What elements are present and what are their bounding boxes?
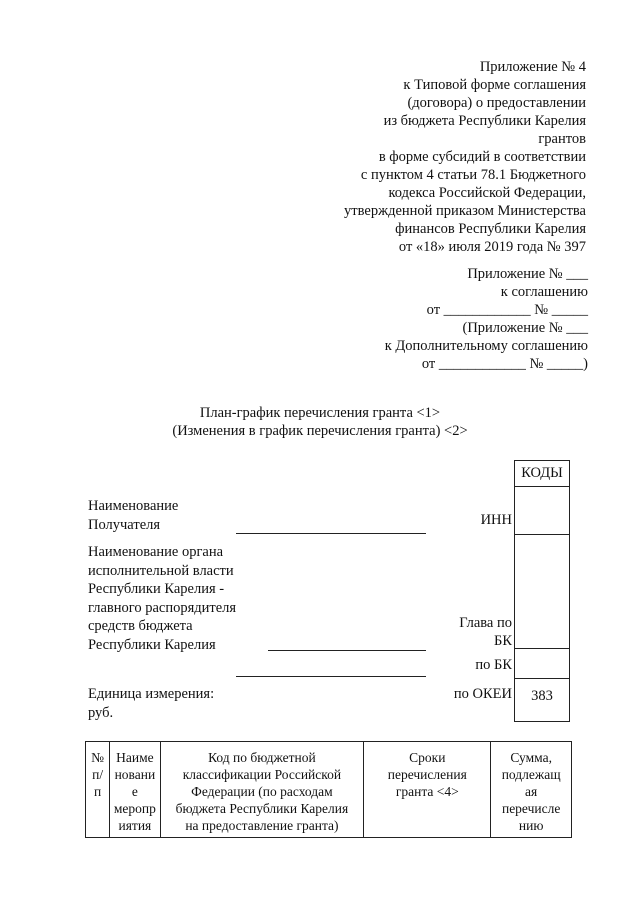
authority-label-line: Республики Карелия - <box>88 581 225 597</box>
appendix-line: финансов Республики Карелия <box>395 221 586 237</box>
header-col-amount <box>491 742 572 838</box>
appendix-line: в форме субсидий в соответствии <box>378 149 586 165</box>
appendix-line: из бюджета Республики Карелия <box>383 113 586 129</box>
header-col-terms <box>364 742 491 838</box>
unit-label-line: Единица измерения: <box>88 686 215 702</box>
authority-name-line-2[interactable] <box>236 676 426 677</box>
agreement-ref-line: к соглашению <box>500 284 588 300</box>
header-text: на предоставление гранта) <box>185 818 339 833</box>
header-col-activity <box>110 742 160 838</box>
header-text: Сроки <box>409 750 446 765</box>
header-text: Федерации (по расходам <box>191 784 333 799</box>
header-text: п/ <box>92 767 104 782</box>
authority-label-line: Республики Карелия <box>88 636 216 653</box>
codes-column <box>514 460 570 722</box>
header-text: новани <box>114 767 156 782</box>
agreement-reference <box>385 265 588 373</box>
header-text: подлежащ <box>501 767 561 782</box>
header-col-number <box>86 742 110 838</box>
header-text: классификации Российской <box>182 767 342 782</box>
title-line-2: (Изменения в график перечисления гранта) <2> <box>172 423 468 439</box>
unit-label <box>88 685 214 722</box>
inn-code-cell[interactable] <box>515 487 569 535</box>
agreement-ref-line: от ____________ № _____ <box>426 302 588 318</box>
payment-schedule-table <box>85 741 572 838</box>
appendix-line: утвержденной приказом Министерства <box>344 203 586 219</box>
header-text: гранта <4> <box>395 784 459 799</box>
glava-bk-code-cell[interactable] <box>515 535 569 649</box>
header-text: перечисле <box>501 801 561 816</box>
header-text: нию <box>518 818 544 833</box>
codes-header: КОДЫ <box>515 461 569 487</box>
title-line-1: План-график перечисления гранта <1> <box>199 405 441 421</box>
authority-label-line: средств бюджета <box>88 618 193 634</box>
header-text: Сумма, <box>510 750 552 765</box>
inn-label: ИНН <box>480 512 512 528</box>
glava-bk-label-line: БК <box>494 633 512 649</box>
header-text: п <box>93 784 102 799</box>
authority-label-line: главного распорядителя <box>88 599 237 616</box>
agreement-ref-line: от ____________ № _____) <box>421 356 588 372</box>
recipient-label <box>88 497 178 534</box>
bk-code-cell[interactable] <box>515 649 569 679</box>
header-text: меропр <box>113 801 156 816</box>
glava-bk-label-line: Глава по <box>459 615 512 631</box>
authority-label-line: Наименование органа <box>88 544 224 560</box>
appendix-line: Приложение № 4 <box>479 59 586 75</box>
document-title <box>0 404 640 440</box>
authority-name-line[interactable] <box>268 650 426 651</box>
agreement-ref-line: к Дополнительному соглашению <box>384 338 588 354</box>
appendix-header <box>344 58 586 256</box>
authority-label-line: исполнительной власти <box>88 562 234 579</box>
appendix-line: к Типовой форме соглашения <box>403 77 586 93</box>
okei-label: по ОКЕИ <box>453 686 512 702</box>
appendix-line: (договора) о предоставлении <box>407 95 586 111</box>
header-col-budget-code <box>160 742 364 838</box>
bk-label: по БК <box>475 657 512 673</box>
header-text: е <box>131 784 138 799</box>
unit-label-line: руб. <box>88 704 114 721</box>
agreement-ref-line: Приложение № ___ <box>467 266 588 282</box>
recipient-name-line[interactable] <box>236 533 426 534</box>
header-text: № <box>91 750 105 765</box>
header-text: Наиме <box>116 750 154 765</box>
header-text: ая <box>525 784 538 799</box>
appendix-line: кодекса Российской Федерации, <box>388 185 586 201</box>
appendix-line: с пунктом 4 статьи 78.1 Бюджетного <box>360 167 586 183</box>
appendix-line: грантов <box>538 131 586 147</box>
table-header-row <box>86 742 572 838</box>
authority-label <box>88 543 236 654</box>
header-text: перечисления <box>387 767 467 782</box>
okei-code-cell <box>515 679 569 721</box>
header-text: бюджета Республики Карелия <box>175 801 349 816</box>
header-text: Код по бюджетной <box>208 750 316 765</box>
recipient-label-line: Получателя <box>88 516 161 533</box>
header-text: иятия <box>118 818 152 833</box>
recipient-label-line: Наименование <box>88 498 179 514</box>
appendix-line: от «18» июля 2019 года № 397 <box>398 239 586 255</box>
agreement-ref-line: (Приложение № ___ <box>462 320 588 336</box>
okei-value: 383 <box>531 688 553 704</box>
glava-bk-label <box>459 614 512 650</box>
